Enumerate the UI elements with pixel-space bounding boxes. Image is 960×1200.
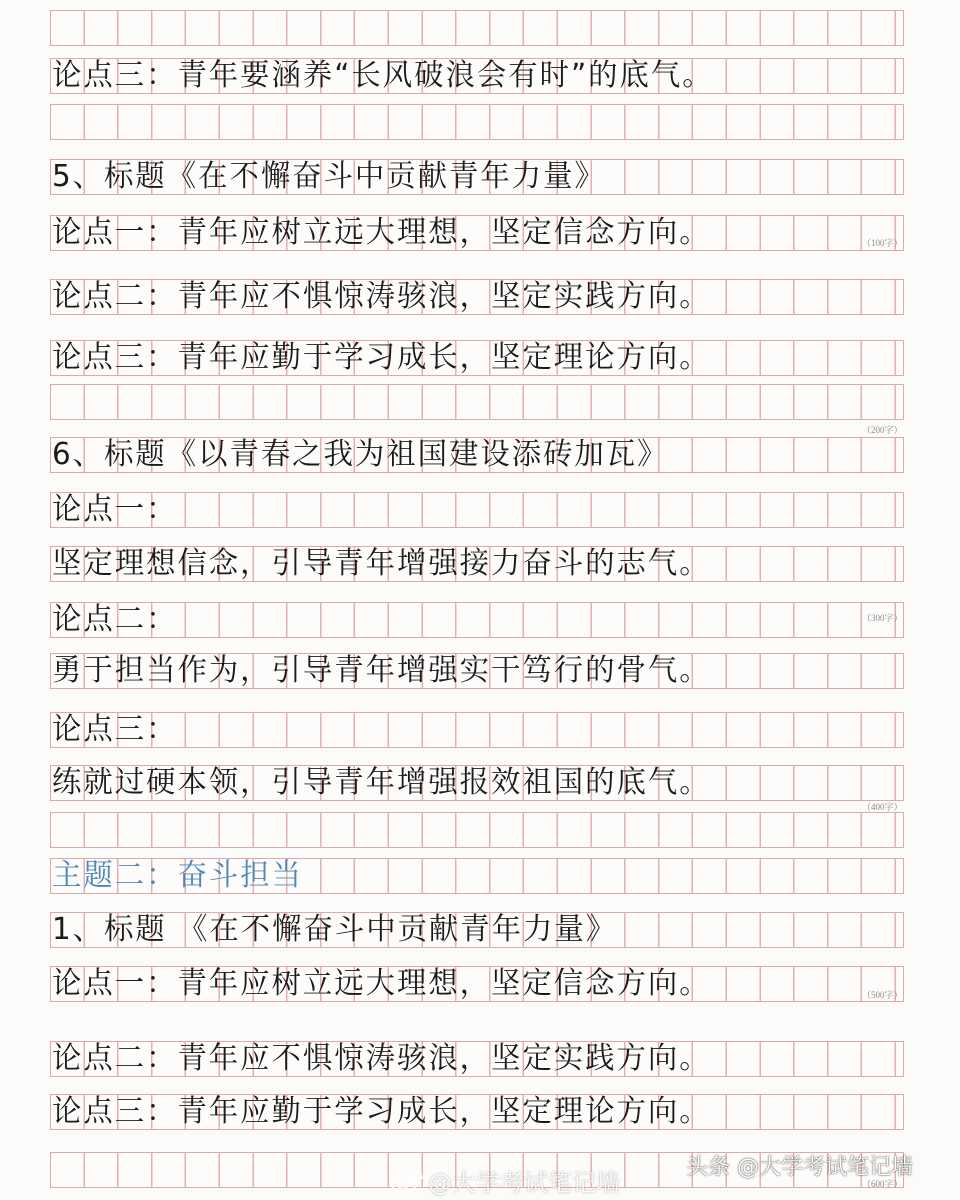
text-line: 论点二：青年应不惧惊涛骇浪，坚定实践方向。: [52, 1041, 711, 1076]
word-count-marker: （600字）: [862, 1179, 903, 1189]
grid-row: [50, 812, 904, 848]
word-count-marker: （100字）: [862, 238, 903, 248]
text-line: 论点三：青年应勤于学习成长，坚定理论方向。: [52, 340, 711, 375]
text-line: 论点二：青年应不惧惊涛骇浪，坚定实践方向。: [52, 279, 711, 314]
toutiao-watermark: 头条 @大学考试笔记墙: [686, 1155, 913, 1180]
theme-heading: 主题二：奋斗担当: [52, 858, 303, 893]
text-line: 论点一：: [52, 492, 178, 527]
grid-row: [50, 492, 904, 528]
text-line: 论点三：: [52, 712, 178, 747]
text-line: 练就过硬本领，引导青年增强报效祖国的底气。: [52, 765, 711, 800]
text-line: 论点三：青年应勤于学习成长，坚定理论方向。: [52, 1094, 711, 1129]
grid-row: [50, 104, 904, 140]
section-title: 1、标题 《在不懈奋斗中贡献青年力量》: [52, 912, 618, 947]
grid-row: [50, 602, 904, 638]
text-line: 论点一：青年应树立远大理想，坚定信念方向。: [52, 966, 711, 1001]
grid-row: [50, 712, 904, 748]
word-count-marker: （200字）: [862, 425, 903, 435]
word-count-marker: （300字）: [862, 613, 903, 623]
text-line: 坚定理想信念，引导青年增强接力奋斗的志气。: [52, 546, 711, 581]
text-line: 勇于担当作为，引导青年增强实干笃行的骨气。: [52, 653, 711, 688]
word-count-marker: （400字）: [862, 802, 903, 812]
text-line: 论点三：青年要涵养“长风破浪会有时”的底气。: [52, 58, 714, 93]
section-title: 6、标题《以青春之我为祖国建设添砖加瓦》: [52, 437, 669, 472]
text-line: 论点二：: [52, 602, 178, 637]
section-title: 5、标题《在不懈奋斗中贡献青年力量》: [52, 159, 606, 194]
grid-row: [50, 10, 904, 46]
weibo-logo-icon: [390, 1168, 424, 1194]
weibo-handle: @大学考试笔记墙: [428, 1169, 620, 1197]
weibo-watermark: [390, 1163, 620, 1198]
grid-row: [50, 384, 904, 420]
word-count-marker: （500字）: [862, 990, 903, 1000]
text-line: 论点一：青年应树立远大理想，坚定信念方向。: [52, 215, 711, 250]
